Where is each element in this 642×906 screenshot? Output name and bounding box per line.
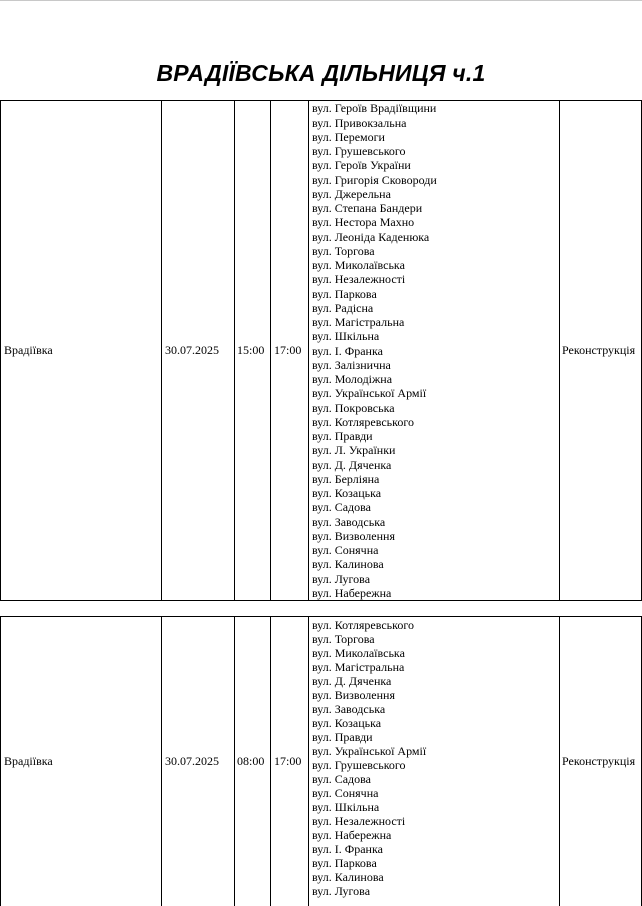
street-name: вул. Перемоги <box>312 129 385 144</box>
street-name: вул. Шкільна <box>312 329 380 344</box>
street-name: вул. Героїв Врадіївщини <box>312 101 437 116</box>
street-name: вул. Садова <box>312 500 371 515</box>
table-border <box>559 101 560 600</box>
street-name: вул. Правди <box>312 730 373 744</box>
street-name: вул. Героїв України <box>312 158 411 173</box>
table-border <box>234 101 235 600</box>
locality-cell: Врадіївка <box>4 343 53 357</box>
street-name: вул. Д. Дяченка <box>312 674 392 688</box>
page-top-border <box>0 0 642 1</box>
street-name: вул. Української Армії <box>312 386 427 401</box>
end-time-cell: 17:00 <box>274 754 302 768</box>
table-border <box>270 617 271 906</box>
table-border <box>0 617 1 906</box>
street-name: вул. Правди <box>312 429 373 443</box>
street-name: вул. Нестора Махно <box>312 215 415 230</box>
street-name: вул. Д. Дяченка <box>312 457 392 472</box>
street-name: вул. Джерельна <box>312 186 391 201</box>
street-name: вул. Сонячна <box>312 786 379 800</box>
street-name: вул. Калинова <box>312 870 384 884</box>
table-border <box>0 101 1 600</box>
street-name: вул. І. Франка <box>312 343 383 358</box>
street-name: вул. Лугова <box>312 884 371 898</box>
street-name: вул. Степана Бандери <box>312 201 423 215</box>
street-name: вул. Незалежності <box>312 272 406 287</box>
page-title: ВРАДІЇВСЬКА ДІЛЬНИЦЯ ч.1 <box>156 60 486 86</box>
street-name: вул. Козацька <box>312 486 382 500</box>
street-name: вул. Паркова <box>312 856 377 870</box>
street-name: вул. Молодіжна <box>312 372 393 386</box>
street-list <box>312 617 558 906</box>
outage-table-row <box>0 100 642 601</box>
locality-cell: Врадіївка <box>4 754 53 768</box>
street-name: вул. Григорія Сковороди <box>312 172 437 187</box>
start-time-cell: 08:00 <box>237 754 265 768</box>
street-name: вул. Паркова <box>312 286 377 301</box>
street-name: вул. Котляревського <box>312 414 414 429</box>
street-list <box>312 101 558 600</box>
street-name: вул. Української Армії <box>312 744 427 758</box>
table-border <box>161 617 162 906</box>
date-cell: 30.07.2025 <box>165 343 219 357</box>
outage-table-row <box>0 616 642 906</box>
street-name: вул. Магістральна <box>312 660 405 674</box>
street-name: вул. Магістральна <box>312 315 405 329</box>
street-name: вул. Набережна <box>312 585 392 600</box>
street-name: вул. Покровська <box>312 400 395 415</box>
date-cell: 30.07.2025 <box>165 754 219 768</box>
street-name: вул. Привокзальна <box>312 115 407 130</box>
street-name: вул. Грушевського <box>312 144 406 158</box>
street-name: вул. І. Франка <box>312 842 383 856</box>
table-border <box>308 617 309 906</box>
street-name: вул. Лугова <box>312 571 371 586</box>
street-name: вул. Берліяна <box>312 471 380 486</box>
street-name: вул. Торгова <box>312 243 375 258</box>
street-name: вул. Шкільна <box>312 800 380 814</box>
street-name: вул. Миколаївська <box>312 258 405 272</box>
street-name: вул. Сонячна <box>312 543 379 557</box>
street-name: вул. Визволення <box>312 528 395 543</box>
street-name: вул. Котляревського <box>312 618 414 632</box>
street-name: вул. Л. Українки <box>312 443 396 458</box>
street-name: вул. Калинова <box>312 557 384 572</box>
street-name: вул. Заводська <box>312 514 386 529</box>
street-name: вул. Заводська <box>312 702 386 716</box>
table-border <box>234 617 235 906</box>
street-name: вул. Радісна <box>312 300 374 315</box>
reason-cell: Реконструкція <box>562 343 636 357</box>
street-name: вул. Леоніда Каденюка <box>312 229 430 244</box>
end-time-cell: 17:00 <box>274 343 302 357</box>
table-border <box>559 617 560 906</box>
table-border <box>270 101 271 600</box>
reason-cell: Реконструкція <box>562 754 636 768</box>
table-border <box>161 101 162 600</box>
street-name: вул. Незалежності <box>312 814 406 828</box>
street-name: вул. Набережна <box>312 828 392 842</box>
street-name: вул. Миколаївська <box>312 646 405 660</box>
street-name: вул. Торгова <box>312 632 375 646</box>
start-time-cell: 15:00 <box>237 343 265 357</box>
street-name: вул. Визволення <box>312 688 395 702</box>
street-name: вул. Грушевського <box>312 758 406 772</box>
street-name: вул. Залізнична <box>312 357 391 372</box>
street-name: вул. Козацька <box>312 716 382 730</box>
street-name: вул. Садова <box>312 772 371 786</box>
table-border <box>308 101 309 600</box>
